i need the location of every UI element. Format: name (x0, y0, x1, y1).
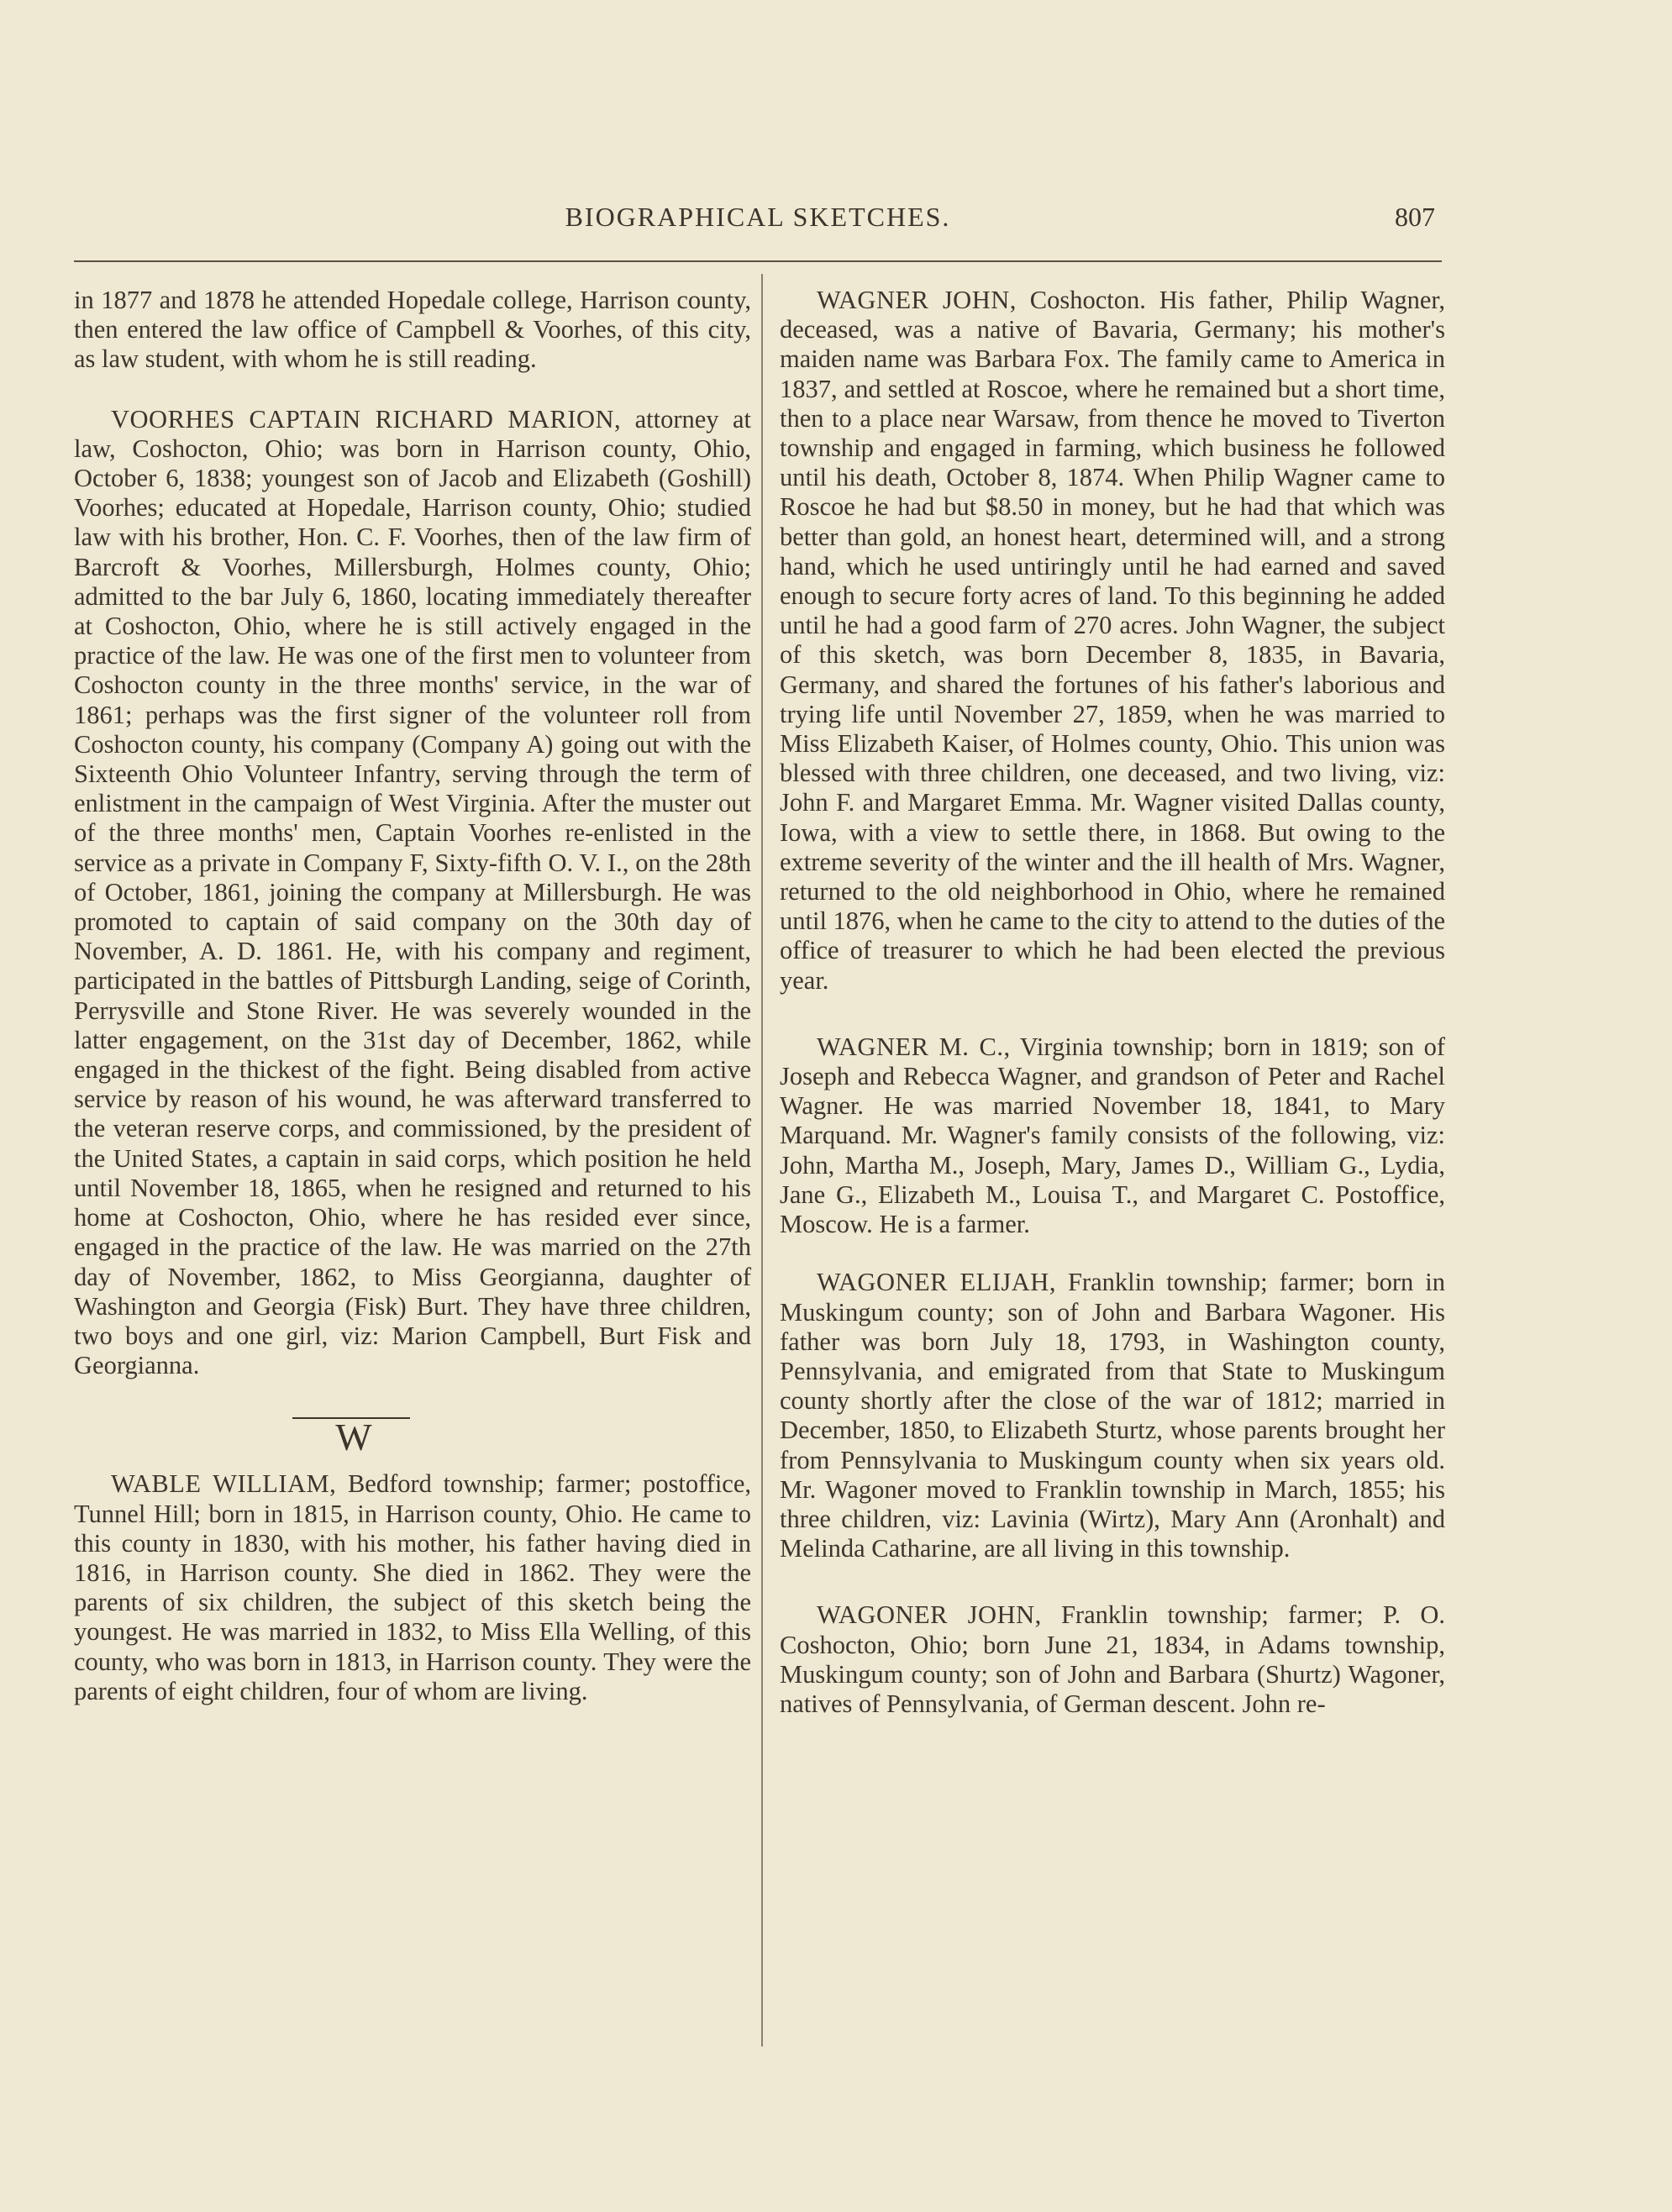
entry-text: Virginia township; born in 1819; son of Joseph and Rebecca Wagner, and grandson of Peter and Rachel Wagner. He was married November 18, 1841, to Mary Marquand. Mr. Wagner's family consists of the following, viz: John, Martha M., Joseph, Mary, James D., William G., Lydia, Jane G., Elizabeth M., Louisa T., and Margaret C. Postoffice, Moscow. He is a farmer. (780, 1032, 1445, 1239)
entry-text: Bedford township; farmer; postoffice, Tunnel Hill; born in 1815, in Harrison county, Ohio. He came to this county in 1830, with his mother, his father having died in 1816, in Harrison county. She died in 1862. They were the parents of six children, the subject of this sketch being the youngest. He was married in 1832, to Miss Ella Welling, of this county, who was born in 1813, in Harrison county. They were the parents of eight children, four of whom are living. (74, 1469, 751, 1705)
right-column (780, 286, 1445, 1756)
entry-wagoner-john (780, 1600, 1445, 1719)
entry-name: WABLE WILLIAM, (111, 1469, 337, 1499)
entry-wagner-mc (780, 1032, 1445, 1239)
left-column (74, 286, 751, 1743)
entry-name: WAGONER JOHN, (817, 1600, 1042, 1630)
entry-text: Coshocton. His father, Philip Wagner, deceased, was a native of Bavaria, Germany; his mother's maiden name was Barbara Fox. The family came to America in 1837, and settled at Roscoe, where he remained but a short time, then to a place near Warsaw, from thence he moved to Tiverton township and engaged in farming, which business he followed until his death, October 8, 1874. When Philip Wagner came to Roscoe he had but $8.50 in money, but he had that which was better than gold, an honest heart, determined will, and a strong hand, which he used untiringly until he had earned and saved enough to secure forty acres of land. To this beginning he added until he had a good farm of 270 acres. John Wagner, the subject of this sketch, was born December 8, 1835, in Bavaria, Germany, and shared the fortunes of his father's laborious and trying life until November 27, 1859, when he was married to Miss Elizabeth Kaiser, of Holmes county, Ohio. This union was blessed with three children, one deceased, and two living, viz: John F. and Margaret Emma. Mr. Wagner visited Dallas county, Iowa, with a view to settle there, in 1868. But owing to the extreme severity of the winter and the ill health of Mrs. Wagner, returned to the old neighborhood in Ohio, where he remained until 1876, when he came to the city to attend to the duties of the office of treasurer to which he had been elected the previous year. (780, 286, 1445, 995)
continuation-paragraph: in 1877 and 1878 he attended Hopedale college, Harrison county, then entered the law office of Campbell & Voorhes, of this city, as law student, with whom he is still reading. (74, 286, 751, 374)
page-number: 807 (1395, 202, 1435, 232)
entry-text: Franklin township; farmer; P. O. Coshocton, Ohio; born June 21, 1834, in Adams township, Muskingum county; son of John and Barbara (Shurtz) Wagoner, natives of Pennsylvania, of German descent. John re- (780, 1600, 1446, 1718)
entry-voorhes (74, 405, 751, 1381)
column-divider (761, 274, 763, 2046)
entry-wagner-john (780, 286, 1445, 996)
entry-text: attorney at law, Coshocton, Ohio; was born in Harrison county, Ohio, October 6, 1838; youngest son of Jacob and Elizabeth (Goshill) Voorhes; educated at Hopedale, Harrison county, Ohio; studied law with his brother, Hon. C. F. Voorhes, then of the law firm of Barcroft & Voorhes, Millersburgh, Holmes county, Ohio; admitted to the bar July 6, 1860, locating immediately thereafter at Coshocton, Ohio, where he is still actively engaged in the practice of the law. He was one of the first men to volunteer from Coshocton county in the three months' service, in the war of 1861; perhaps was the first signer of the volunteer roll from Coshocton county, his company (Company A) going out with the Sixteenth Ohio Volunteer Infantry, serving through the term of enlistment in the campaign of West Virginia. After the muster out of the three months' men, Captain Voorhes re-enlisted in the service as a private in Company F, Sixty-fifth O. V. I., on the 28th of October, 1861, joining the company at Millersburgh. He was promoted to captain of said company on the 30th day of November, A. D. 1861. He, with his company and regiment, participated in the battles of Pittsburgh Landing, seige of Corinth, Perrysville and Stone River. He was severely wounded in the latter engagement, on the 31st day of December, 1862, while engaged in the thickest of the fight. Being disabled from active service by reason of his wound, he was afterward transferred to the veteran reserve corps, and commissioned, by the president of the United States, a captain in said corps, which position he held until November 18, 1865, when he resigned and returned to his home at Coshocton, Ohio, where he has resided ever since, engaged in the practice of the law. He was married on the 27th day of November, 1862, to Miss Georgianna, daughter of Washington and Georgia (Fisk) Burt. They have three children, two boys and one girl, viz: Marion Campbell, Burt Fisk and Georgianna. (74, 404, 751, 1380)
entry-name: WAGNER JOHN, (817, 286, 1017, 314)
section-letter: W (292, 1417, 410, 1454)
entry-name: VOORHES CAPTAIN RICHARD MARION, (111, 404, 622, 433)
entry-wagoner-elijah (780, 1268, 1445, 1563)
header-rule (74, 260, 1442, 262)
running-header (74, 198, 1442, 240)
entry-wable (74, 1469, 751, 1706)
header-title: BIOGRAPHICAL SKETCHES. (565, 202, 951, 232)
entry-name: WAGONER ELIJAH, (817, 1268, 1056, 1297)
entry-text: Franklin township; farmer; born in Muskingum county; son of John and Barbara Wagoner. His father was born July 18, 1793, in Washington county, Pennsylvania, and emigrated from that State to Muskingum county shortly after the close of the war of 1812; married in December, 1850, to Elizabeth Sturtz, whose parents brought her from Pennsylvania to Muskingum county when six years old. Mr. Wagoner moved to Franklin township in March, 1855; his three children, viz: Lavinia (Wirtz), Mary Ann (Aronhalt) and Melinda Catharine, are all living in this township. (780, 1268, 1445, 1563)
entry-name: WAGNER M. C., (817, 1032, 1011, 1061)
